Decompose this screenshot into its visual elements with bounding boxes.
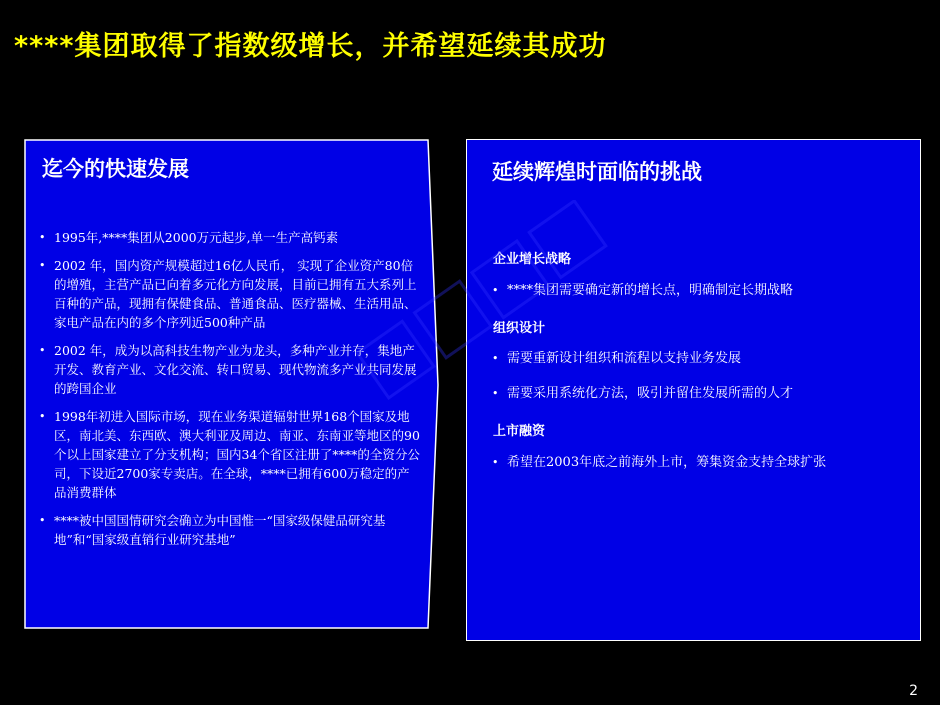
bullet-dot-icon: • — [492, 456, 499, 469]
bullet-dot-icon: • — [492, 387, 499, 400]
list-item — [491, 281, 911, 300]
section-title-org-design: 组织设计 — [493, 321, 546, 336]
page-number: 2 — [909, 683, 918, 699]
growth-strategy-bullets — [491, 281, 911, 300]
section-title-growth-strategy: 企业增长战略 — [493, 252, 572, 267]
list-item — [491, 453, 911, 472]
bullet-text: 需要采用系统化方法，吸引并留住发展所需的人才 — [507, 386, 794, 401]
left-panel — [24, 139, 440, 630]
slide-title: ****集团取得了指数级增长，并希望延续其成功 — [14, 31, 607, 62]
bullet-text: 2002 年，成为以高科技生物产业为龙头，多种产业并存，集地产开发、教育产业、文化交流、转口贸易、现代物流多产业共同发展的跨国企业 — [54, 343, 417, 396]
bullet-dot-icon: • — [39, 410, 46, 423]
right-panel-heading: 延续辉煌时面临的挑战 — [492, 160, 702, 184]
bullet-dot-icon: • — [39, 259, 46, 272]
list-item — [491, 349, 911, 368]
bullet-dot-icon: • — [39, 231, 46, 244]
bullet-dot-icon: • — [492, 284, 499, 297]
bullet-text: 希望在2003年底之前海外上市，筹集资金支持全球扩张 — [507, 455, 827, 470]
bullet-text: 1995年,****集团从2000万元起步,单一生产高钙素 — [54, 230, 339, 245]
bullet-text: 2002 年，国内资产规模超过16亿人民币， 实现了企业资产80倍的增殖，主营产品已向着多元化方向发展，目前已拥有五大系列上百种的产品，现拥有保健食品、普通食品、医疗器械、生活用品、家电产品在内的多个序列近500种产品 — [54, 258, 417, 330]
list-item — [38, 511, 420, 549]
right-panel — [466, 139, 921, 641]
left-bullet-list — [38, 228, 420, 558]
org-design-bullets — [491, 349, 911, 403]
bullet-dot-icon: • — [492, 352, 499, 365]
bullet-dot-icon: • — [39, 344, 46, 357]
section-title-ipo-financing: 上市融资 — [493, 424, 546, 439]
list-item — [38, 228, 420, 247]
list-item — [38, 256, 420, 332]
ipo-financing-bullets — [491, 453, 911, 472]
bullet-text: 需要重新设计组织和流程以支持业务发展 — [507, 351, 742, 366]
left-panel-heading: 迄今的快速发展 — [42, 157, 189, 181]
list-item — [491, 384, 911, 403]
list-item — [38, 341, 420, 398]
bullet-text: ****被中国国情研究会确立为中国惟一“国家级保健品研究基地”和“国家级直销行业研究基地” — [54, 513, 386, 547]
bullet-text: 1998年初进入国际市场，现在业务渠道辐射世界168个国家及地区，南北美、东西欧、澳大利亚及周边、南亚、东南亚等地区的90个以上国家建立了分支机构；国内34个省区注册了****的全资分公司，下设近2700家专卖店。在全球，****已拥有600万稳定的产品消费群体 — [54, 409, 420, 500]
list-item — [38, 407, 420, 502]
bullet-dot-icon: • — [39, 514, 46, 527]
bullet-text: ****集团需要确定新的增长点，明确制定长期战略 — [507, 283, 794, 298]
